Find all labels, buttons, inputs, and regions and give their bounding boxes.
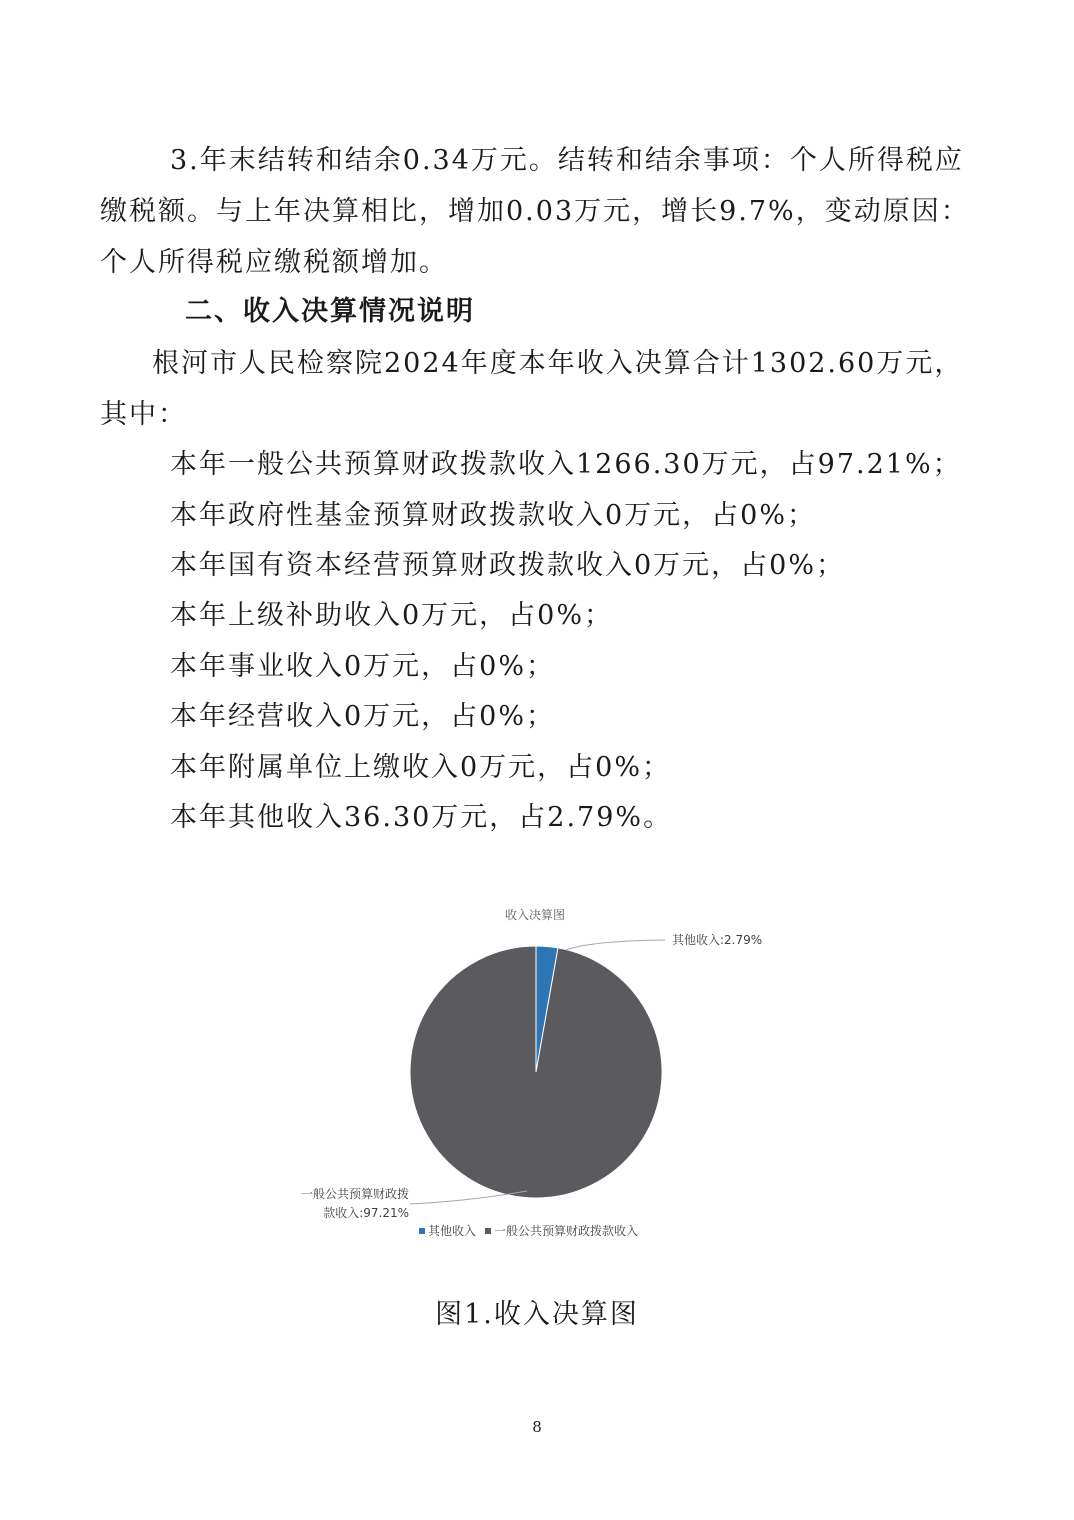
carryover-paragraph: 3.年末结转和结余0.34万元。结转和结余事项：个人所得税应缴税额。与上年决算相比，增加0.03万元，增长9.7%，变动原因：个人所得税应缴税额增加。: [100, 145, 970, 278]
income-item: 本年附属单位上缴收入0万元，占0%；: [170, 752, 672, 783]
pie-slice-general-budget: [410, 946, 662, 1198]
income-item: 本年政府性基金预算财政拨款收入0万元，占0%；: [170, 500, 817, 531]
income-pie-chart: [270, 895, 800, 1250]
data-label-general-line1: 一般公共预算财政拨: [300, 1187, 409, 1201]
legend-label-other: 其他收入: [428, 1224, 477, 1238]
income-intro-paragraph: 根河市人民检察院2024年度本年收入决算合计1302.60万元，其中：: [100, 348, 964, 430]
chart-title: 收入决算图: [504, 908, 566, 922]
income-item: 本年经营收入0万元，占0%；: [170, 701, 556, 732]
income-item: 本年事业收入0万元，占0%；: [170, 651, 556, 682]
leader-line-other: [566, 940, 665, 950]
income-item: 本年一般公共预算财政拨款收入1266.30万元，占97.21%；: [170, 449, 962, 480]
page-number: 8: [532, 1418, 542, 1436]
data-label-other: 其他收入:2.79%: [672, 933, 763, 947]
data-label-general-line2: 款收入:97.21%: [323, 1206, 409, 1220]
income-item: 本年上级补助收入0万元，占0%；: [170, 600, 614, 631]
section-heading: 二、收入决算情况说明: [185, 296, 475, 327]
pie-chart-svg: [270, 895, 800, 1250]
legend-swatch-other: [419, 1228, 425, 1234]
legend-swatch-general: [485, 1228, 491, 1234]
income-item: 本年其他收入36.30万元，占2.79%。: [170, 802, 673, 833]
figure-caption: 图1.收入决算图: [435, 1299, 639, 1330]
legend-label-general: 一般公共预算财政拨款收入: [494, 1224, 639, 1238]
income-item: 本年国有资本经营预算财政拨款收入0万元，占0%；: [170, 550, 846, 581]
